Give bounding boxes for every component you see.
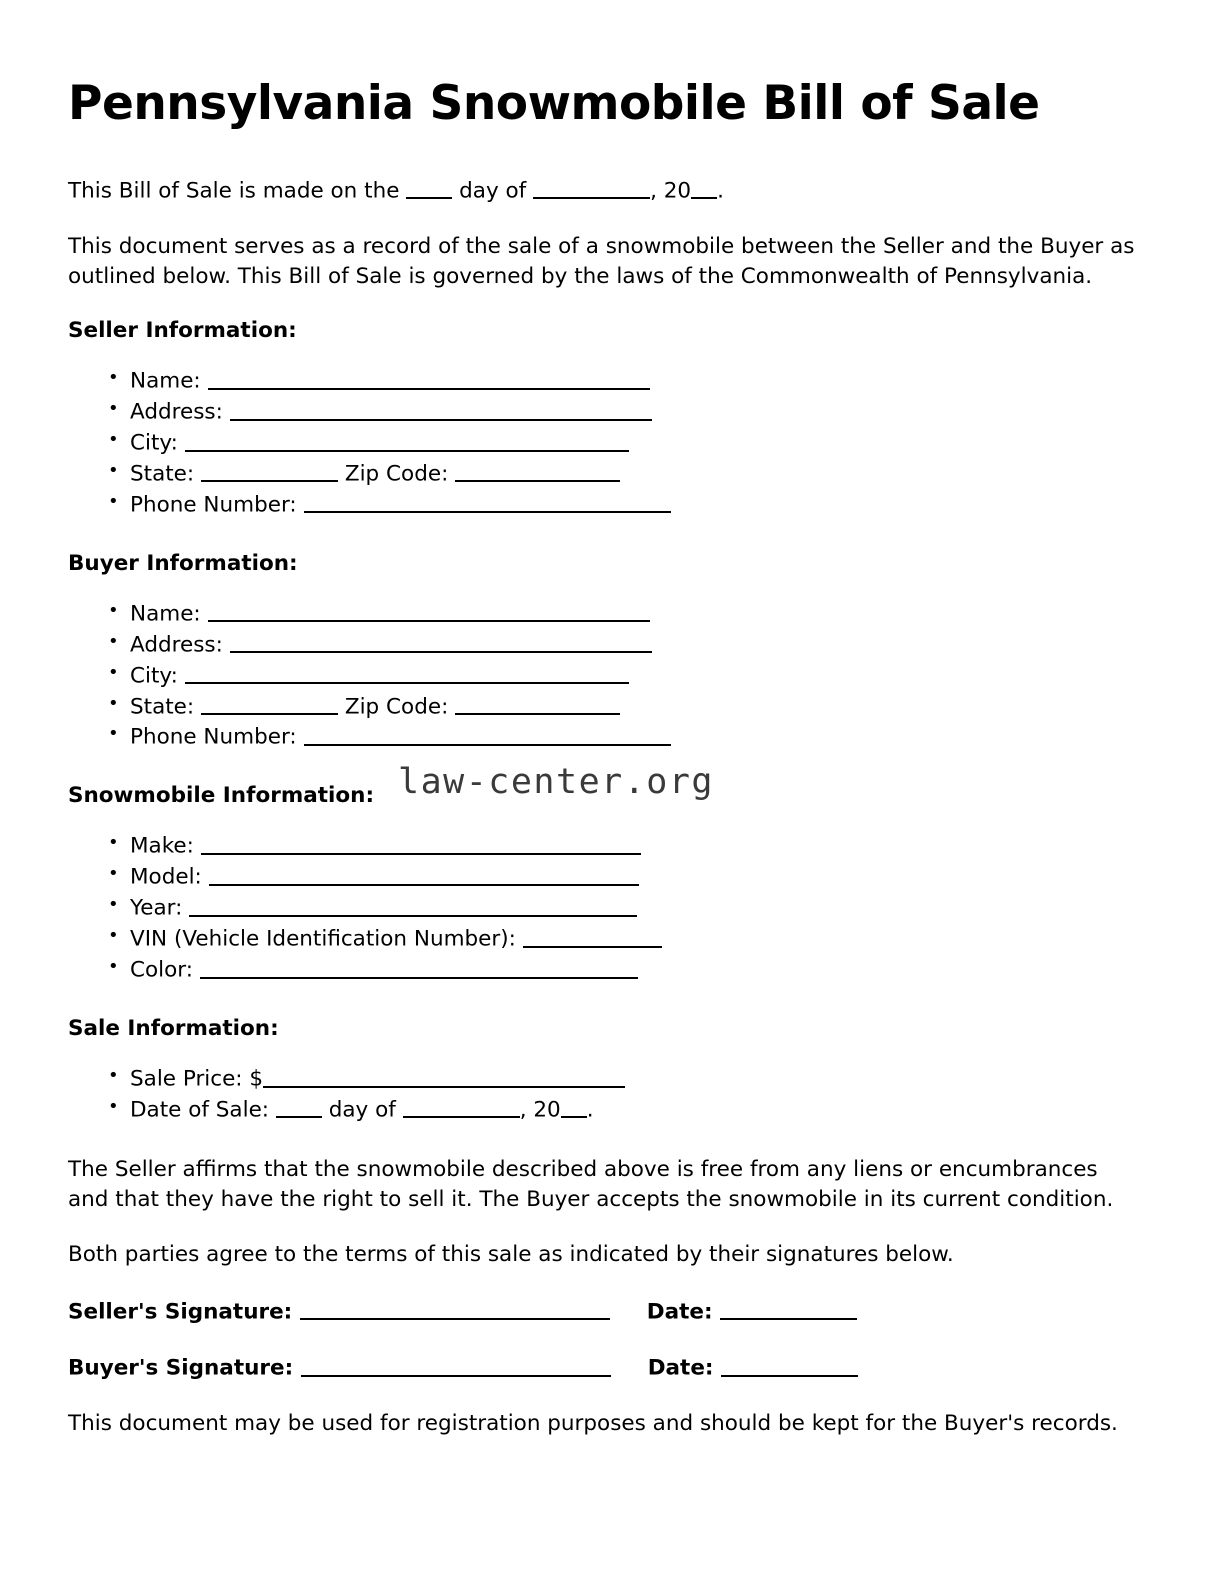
buyer-date-label: Date: xyxy=(647,1355,714,1381)
snowmobile-vin-blank[interactable] xyxy=(523,923,662,948)
list-item xyxy=(108,1063,1163,1094)
buyer-name-label: Name: xyxy=(130,601,201,627)
seller-date-label: Date: xyxy=(646,1299,713,1325)
buyer-heading-row xyxy=(68,550,1163,598)
buyer-city-label: City: xyxy=(130,663,178,689)
intro-paragraph: This document serves as a record of the sale of a snowmobile between the Seller and the Buyer as outlined below. This Bill of Sale is governed by the laws of the Commonwealth of Pennsylvania. xyxy=(68,233,1135,289)
list-item xyxy=(108,660,1163,691)
intro-date-line xyxy=(68,175,1143,206)
snowmobile-model-blank[interactable] xyxy=(209,861,639,886)
list-item xyxy=(108,396,1163,427)
seller-signature-row xyxy=(68,1296,1163,1327)
seller-zip-blank[interactable] xyxy=(455,458,620,483)
buyer-phone-label: Phone Number: xyxy=(130,725,297,751)
list-item xyxy=(108,1094,1163,1125)
seller-heading-row xyxy=(68,317,1163,365)
intro-date-end: . xyxy=(717,178,724,204)
snowmobile-heading-row xyxy=(68,782,1163,830)
list-item xyxy=(108,458,1163,489)
list-item xyxy=(108,427,1163,458)
buyer-phone-blank[interactable] xyxy=(304,721,671,746)
date-of-sale-suffix: , 20 xyxy=(519,1097,561,1123)
list-item xyxy=(108,861,1163,892)
buyer-state-label: State: xyxy=(130,694,195,720)
snowmobile-color-label: Color: xyxy=(130,957,193,983)
buyer-zip-blank[interactable] xyxy=(455,691,620,716)
snowmobile-model-label: Model: xyxy=(130,864,202,890)
list-item xyxy=(108,892,1163,923)
list-item xyxy=(108,691,1163,722)
buyer-field-list xyxy=(68,598,1163,753)
snowmobile-year-label: Year: xyxy=(130,895,183,921)
date-of-sale-end: . xyxy=(586,1097,594,1123)
snowmobile-field-list xyxy=(68,830,1163,985)
closing-paragraph: This document may be used for registration purposes and should be kept for the Buyer's records. xyxy=(68,1410,1118,1436)
sale-price-label: Sale Price: $ xyxy=(130,1066,264,1092)
seller-address-label: Address: xyxy=(130,399,223,425)
date-of-sale-middle: day of xyxy=(328,1097,396,1123)
seller-phone-label: Phone Number: xyxy=(130,492,297,518)
buyer-section-heading: Buyer Information: xyxy=(68,550,298,576)
affirmation-paragraph: The Seller affirms that the snowmobile described above is free from any liens or encumbrances and that they have the right to sell it. The Buyer accepts the snowmobile in its current condition. xyxy=(68,1156,1114,1212)
seller-signature-blank[interactable] xyxy=(300,1296,610,1321)
seller-city-blank[interactable] xyxy=(185,427,629,452)
blank-year[interactable] xyxy=(691,175,717,200)
seller-section-heading: Seller Information: xyxy=(68,318,297,344)
seller-zip-label: Zip Code: xyxy=(344,461,449,487)
snowmobile-color-blank[interactable] xyxy=(200,954,638,979)
date-of-sale-year-blank[interactable] xyxy=(561,1094,587,1119)
list-item xyxy=(108,954,1163,985)
snowmobile-year-blank[interactable] xyxy=(189,892,637,917)
seller-signature-label: Seller's Signature: xyxy=(68,1299,293,1325)
buyer-state-blank[interactable] xyxy=(201,691,338,716)
page-title: Pennsylvania Snowmobile Bill of Sale xyxy=(68,76,1040,131)
sale-heading-row xyxy=(68,1015,1163,1063)
list-item xyxy=(108,489,1163,520)
sale-section-heading: Sale Information: xyxy=(68,1016,279,1042)
list-item xyxy=(108,923,1163,954)
buyer-name-blank[interactable] xyxy=(208,598,650,623)
seller-state-label: State: xyxy=(130,461,195,487)
buyer-city-blank[interactable] xyxy=(185,660,629,685)
seller-date-blank[interactable] xyxy=(720,1296,857,1321)
watermark-law-center: law-center.org xyxy=(398,762,715,802)
snowmobile-vin-label: VIN (Vehicle Identification Number): xyxy=(130,926,516,952)
buyer-signature-label: Buyer's Signature: xyxy=(68,1355,294,1381)
blank-day[interactable] xyxy=(406,175,452,200)
date-of-sale-label: Date of Sale: xyxy=(130,1097,270,1123)
date-of-sale-day-blank[interactable] xyxy=(276,1094,322,1119)
blank-month[interactable] xyxy=(533,175,650,200)
seller-phone-blank[interactable] xyxy=(304,489,671,514)
buyer-zip-label: Zip Code: xyxy=(344,694,449,720)
list-item xyxy=(108,629,1163,660)
seller-name-blank[interactable] xyxy=(208,365,650,390)
seller-address-blank[interactable] xyxy=(230,396,652,421)
snowmobile-make-blank[interactable] xyxy=(201,830,641,855)
buyer-signature-blank[interactable] xyxy=(301,1352,611,1377)
sale-field-list xyxy=(68,1063,1163,1125)
buyer-address-blank[interactable] xyxy=(230,629,652,654)
seller-field-list xyxy=(68,365,1163,520)
snowmobile-section-heading: Snowmobile Information: xyxy=(68,783,375,809)
list-item xyxy=(108,598,1163,629)
snowmobile-make-label: Make: xyxy=(130,833,194,859)
intro-date-suffix: , 20 xyxy=(650,178,692,204)
date-of-sale-month-blank[interactable] xyxy=(403,1094,520,1119)
seller-city-label: City: xyxy=(130,430,178,456)
intro-date-middle: day of xyxy=(459,178,527,204)
intro-date-prefix: This Bill of Sale is made on the xyxy=(68,178,400,204)
sale-price-blank[interactable] xyxy=(263,1063,625,1088)
list-item xyxy=(108,830,1163,861)
list-item xyxy=(108,721,1163,752)
agreement-paragraph: Both parties agree to the terms of this sale as indicated by their signatures below. xyxy=(68,1242,954,1268)
buyer-date-blank[interactable] xyxy=(721,1352,858,1377)
seller-name-label: Name: xyxy=(130,368,201,394)
list-item xyxy=(108,365,1163,396)
seller-state-blank[interactable] xyxy=(201,458,338,483)
buyer-address-label: Address: xyxy=(130,632,223,658)
buyer-signature-row xyxy=(68,1352,1163,1383)
